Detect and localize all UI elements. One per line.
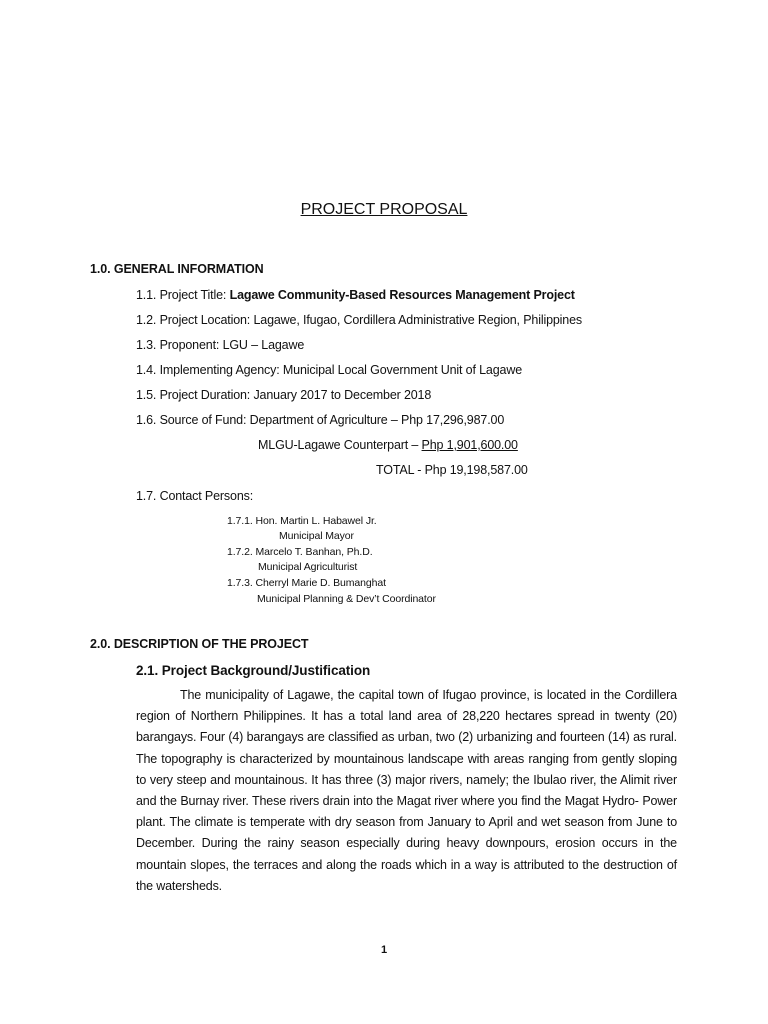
- source-of-fund-line: [136, 413, 504, 427]
- fund-counterpart-line: [258, 438, 518, 452]
- proponent-value: LGU – Lagawe: [222, 338, 305, 352]
- fund-counterpart-amount: Php 1,901,600.00: [421, 438, 518, 452]
- proponent-label: 1.3. Proponent:: [136, 338, 223, 352]
- project-duration-line: [136, 388, 431, 402]
- project-title-line: [136, 288, 575, 302]
- fund-da-amount: Department of Agriculture – Php 17,296,987.00: [249, 413, 505, 427]
- implementing-agency-label: 1.4. Implementing Agency:: [136, 363, 283, 377]
- contact-2-role: Municipal Agriculturist: [258, 561, 358, 573]
- project-background-paragraph: The municipality of Lagawe, the capital town of Ifugao province, is located in the Cordillera region of Northern Philippines. It has a total land area of 28,220 hectares spread in twenty (20) barangays. Four (4) barangays are classified as urban, two (2) urbanizing and fourteen (14) as rural. The topography is characterized by mountainous landscape with areas ranging from gently sloping to very steep and mountainous. It has three (3) major rivers, namely; the Ibulao river, the Alimit river and the Burnay river. These rivers drain into the Magat river where you find the Magat Hydro- Power plant. The climate is temperate with dry season from January to April and wet season from June to December. During the rainy season especially during heavy downpours, erosion occurs in the mountain slopes, the terraces and along the roads which in a way is attributed to the destruction of the watersheds.: [136, 688, 677, 893]
- fund-total-line: TOTAL - Php 19,198,587.00: [376, 463, 528, 477]
- project-duration-value: January 2017 to December 2018: [253, 388, 432, 402]
- source-of-fund-label: 1.6. Source of Fund:: [136, 413, 250, 427]
- contact-1-role: Municipal Mayor: [279, 530, 354, 542]
- contact-2-name: 1.7.2. Marcelo T. Banhan, Ph.D.: [227, 546, 373, 558]
- project-location-label: 1.2. Project Location:: [136, 313, 254, 327]
- contact-3-name: 1.7.3. Cherryl Marie D. Bumanghat: [227, 577, 386, 589]
- implementing-agency-line: [136, 363, 522, 377]
- section-1-heading: 1.0. GENERAL INFORMATION: [90, 262, 264, 276]
- contact-persons-label: 1.7. Contact Persons:: [136, 489, 254, 503]
- project-title-label: 1.1. Project Title:: [136, 288, 230, 302]
- section-2-heading: 2.0. DESCRIPTION OF THE PROJECT: [90, 637, 309, 651]
- section-2-1-heading: 2.1. Project Background/Justification: [136, 663, 371, 678]
- document-title: PROJECT PROPOSAL: [300, 201, 468, 218]
- contact-3-role: Municipal Planning & Dev’t Coordinator: [257, 593, 436, 605]
- proponent-line: [136, 338, 304, 352]
- project-duration-label: 1.5. Project Duration:: [136, 388, 254, 402]
- project-location-line: [136, 313, 582, 327]
- fund-counterpart-label: MLGU-Lagawe Counterpart –: [258, 438, 422, 452]
- project-location-value: Lagawe, Ifugao, Cordillera Administrative Region, Philippines: [253, 313, 583, 327]
- page-number: 1: [380, 944, 388, 956]
- contact-1-name: 1.7.1. Hon. Martin L. Habawel Jr.: [227, 515, 377, 527]
- project-title-value: Lagawe Community-Based Resources Management Project: [229, 288, 575, 302]
- implementing-agency-value: Municipal Local Government Unit of Lagawe: [282, 363, 523, 377]
